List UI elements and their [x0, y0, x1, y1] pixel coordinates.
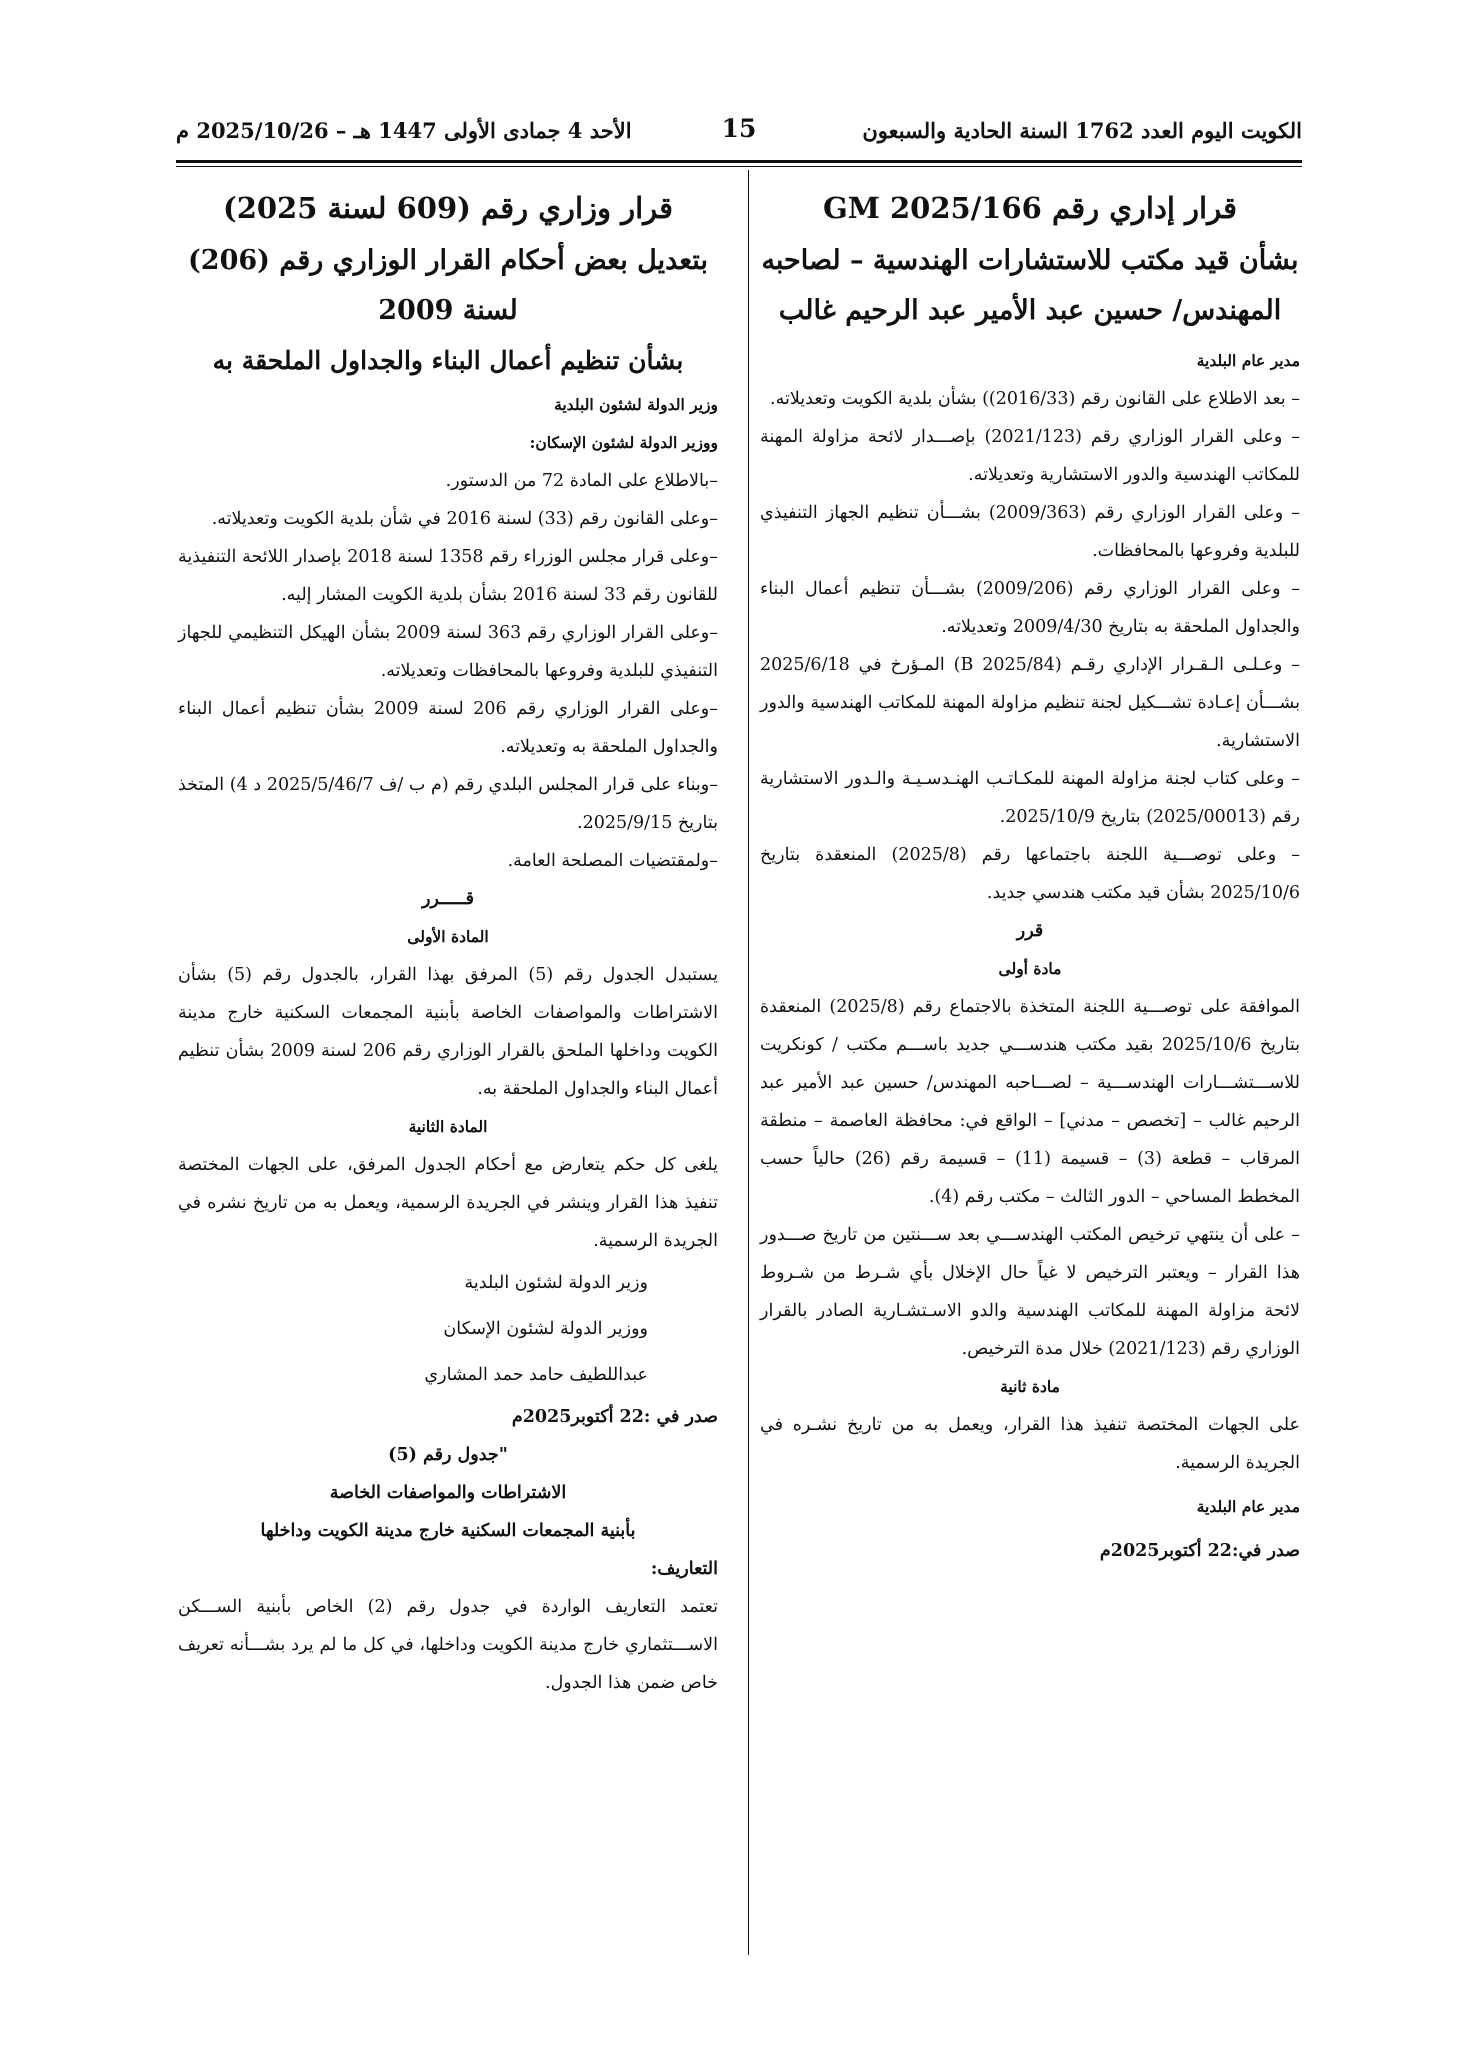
- header-date: الأحد 4 جمادى الأولى 1447 هـ – 2025/10/26 م: [176, 118, 632, 143]
- page-header: [176, 114, 1302, 156]
- header-issue-info: الكويت اليوم العدد 1762 السنة الحادية والسبعون: [862, 118, 1302, 143]
- issuer-line-1: وزير الدولة لشئون البلدية: [554, 395, 718, 414]
- signature-name: عبداللطيف حامد حمد المشاري: [424, 1365, 648, 1385]
- definitions-text: تعتمد التعاريف الواردة في جدول رقم (2) الخاص بأبنية الســـكن الاســـتثماري خارج مدينة الكويت وداخلها، في كل ما لم يرد بشـــأنه تعريف خاص ضمن هذا الجدول.: [178, 1597, 718, 1693]
- page-number: 15: [721, 114, 757, 143]
- article-2-text: يلغى كل حكم يتعارض مع أحكام الجدول المرفق، على الجهات المختصة تنفيذ هذا القرار وينشر في الجريدة الرسمية، ويعمل به من تاريخ نشره في الجريدة الرسمية.: [178, 1155, 718, 1251]
- recital: –وعلى قرار مجلس الوزراء رقم 1358 لسنة 2018 بإصدار اللائحة التنفيذية للقانون رقم 33 لسنة 2016 بشأن بلدية الكويت المشار إليه.: [178, 547, 719, 605]
- recital: – وعلى القرار الوزاري رقم (2021/123) بإصـــدار لائحة مزاولة المهنة للمكاتب الهندسية والدور الاستشارية وتعديلاته.: [760, 427, 1300, 485]
- header-rule: [176, 160, 1302, 163]
- header-rule-thin: [176, 166, 1302, 167]
- decision-subject-line-1: بتعديل بعض أحكام القرار الوزاري رقم (206): [188, 245, 708, 276]
- article-1-text: يستبدل الجدول رقم (5) المرفق بهذا القرار، بالجدول رقم (5) بشأن الاشتراطات والمواصفات الخاصة بأبنية المجمعات السكنية خارج مدينة الكويت وداخلها الملحق بالقرار الوزاري رقم 206 لسنة 2009 بشأن تنظيم أعمال البناء والجداول الملحقة به.: [178, 965, 718, 1099]
- right-column-administrative-decision: [760, 180, 1300, 1570]
- recital: – بعد الاطلاع على القانون رقم (2016/33)) بشأن بلدية الكويت وتعديلاته.: [770, 389, 1300, 409]
- decision-subject-line-3: بشأن تنظيم أعمال البناء والجداول الملحقة به: [212, 346, 684, 375]
- signature-title-2: ووزير الدولة لشئون الإسكان: [443, 1319, 648, 1339]
- decided-heading: قـــــرر: [421, 889, 475, 909]
- recital: –وعلى القرار الوزاري رقم 206 لسنة 2009 بشأن تنظيم أعمال البناء والجداول الملحقة به وتعديلاته.: [178, 699, 719, 757]
- article-1-heading: مادة أولى: [998, 959, 1062, 978]
- recital: –بالاطلاع على المادة 72 من الدستور.: [445, 471, 718, 491]
- article-2-heading: مادة ثانية: [1000, 1377, 1060, 1396]
- recital: – وعلى توصـــية اللجنة باجتماعها رقم (2025/8) المنعقدة بتاريخ 2025/10/6 بشأن قيد مكتب هندسي جديد.: [760, 845, 1301, 903]
- decision-subject-line-2: المهندس/ حسين عبد الأمير عبد الرحيم غالب: [778, 295, 1282, 326]
- article-1-text: الموافقة على توصـــية اللجنة المتخذة بالاجتماع رقم (2025/8) المنعقدة بتاريخ 2025/10/6 بقيد مكتب هندســـي جديد باســـم مكتب / كونكريت للاســـتشـــارات الهندســـية – لصـــاحبه المهندس/ حسين عبد الأمير عبد الرحيم غالب – [تخصص – مدني] – الواقع في: محافظة العاصمة – منطقة المرقاب – قطعة (3) – قسيمة (11) – قسيمة رقم (26) حالياً حسب المخطط المساحي – الدور الثالث – مكتب رقم (4).: [760, 997, 1300, 1207]
- definitions-heading: التعاريف:: [650, 1559, 718, 1579]
- decision-title: قرار إداري رقم GM 2025/166: [823, 191, 1237, 225]
- signature-title-1: وزير الدولة لشئون البلدية: [464, 1273, 648, 1293]
- issue-date: صدر في :22 أكتوبر2025م: [511, 1407, 718, 1427]
- recital: –وبناء على قرار المجلس البلدي رقم (م ب /ف 2025/5/46/7 د 4) المتخذ بتاريخ 2025/9/15.: [178, 775, 719, 833]
- recital: –وعلى القانون رقم (33) لسنة 2016 في شأن بلدية الكويت وتعديلاته.: [211, 509, 718, 529]
- table-subheading-2: بأبنية المجمعات السكنية خارج مدينة الكويت وداخلها: [260, 1521, 636, 1541]
- recital: – وعـلـى الـقـرار الإداري رقـم (B 2025/84) المـؤرخ في 2025/6/18 بشـــأن إعـادة تشـــكيل لجنة تنظيم مزاولة المهنة للمكاتب الهندسية والدور الاستشارية.: [760, 655, 1300, 751]
- table-heading: "جدول رقم (5): [388, 1445, 508, 1465]
- signatory: مدير عام البلدية: [1196, 1497, 1300, 1516]
- column-divider: [748, 170, 749, 1955]
- decision-subject-line-2: لسنة 2009: [378, 295, 518, 326]
- article-2-text: على الجهات المختصة تنفيذ هذا القرار، ويعمل به من تاريخ نشـره في الجريدة الرسمية.: [760, 1415, 1300, 1473]
- article-1-text-continued: – على أن ينتهي ترخيص المكتب الهندســـي بعد ســـنتين من تاريخ صـــدور هذا القرار – ويعتبر الترخيص لا غياً حال الإخلال بأي شـرط من شـروط لائحة مزاولة المهنة للمكاتب الهندسية والدو الاسـتشـارية الصادر بالقرار الوزاري رقم (2021/123) خلال مدة الترخيص.: [760, 1225, 1300, 1359]
- left-column-ministerial-decision: [178, 180, 718, 1702]
- article-1-heading: المادة الأولى: [407, 927, 489, 946]
- issuer: مدير عام البلدية: [1196, 351, 1300, 370]
- decision-title: قرار وزاري رقم (609 لسنة 2025): [222, 191, 674, 225]
- recital: –وعلى القرار الوزاري رقم 363 لسنة 2009 بشأن الهيكل التنظيمي للجهاز التنفيذي للبلدية وفروعها بالمحافظات وتعديلاته.: [178, 623, 719, 681]
- table-subheading-1: الاشتراطات والمواصفات الخاصة: [329, 1483, 567, 1503]
- issuer-line-2: ووزير الدولة لشئون الإسكان:: [529, 433, 718, 452]
- recital: –ولمقتضيات المصلحة العامة.: [507, 851, 718, 871]
- issue-date: صدر في:22 أكتوبر2025م: [1099, 1541, 1300, 1561]
- recital: – وعلى كتاب لجنة مزاولة المهنة للمكـاتـب الهنـدسـيـة والـدور الاستشارية رقم (2025/00013) بتاريخ 2025/10/9.: [760, 769, 1300, 827]
- decision-subject-line-1: بشأن قيد مكتب للاستشارات الهندسية – لصاحبه: [761, 245, 1299, 276]
- decided-heading: قرر: [1016, 921, 1044, 941]
- recital: – وعلى القرار الوزاري رقم (2009/206) بشـــأن تنظيم أعمال البناء والجداول الملحقة به بتاريخ 2009/4/30 وتعديلاته.: [760, 579, 1301, 637]
- article-2-heading: المادة الثانية: [408, 1117, 488, 1136]
- recital: – وعلى القرار الوزاري رقم (2009/363) بشـــأن تنظيم الجهاز التنفيذي للبلدية وفروعها بالمحافظات.: [760, 503, 1300, 561]
